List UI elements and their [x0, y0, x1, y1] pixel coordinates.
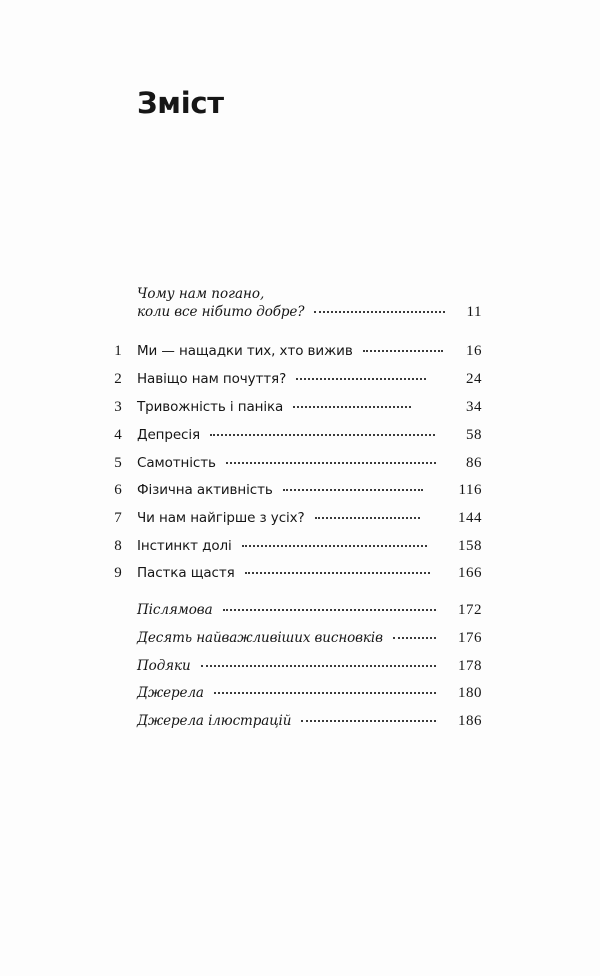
- dot-leader: [314, 310, 445, 313]
- toc-entry-illustration-sources: [0, 710, 600, 732]
- toc-page-number: 16: [466, 343, 482, 359]
- toc-page-number: 34: [466, 399, 482, 415]
- toc-entry-afterword: [0, 599, 600, 621]
- toc-entry-title: Навіщо нам почуття?: [137, 371, 287, 387]
- chapter-number: 6: [114, 482, 122, 498]
- toc-entry-title: Чи нам найгірше з усіх?: [137, 510, 305, 526]
- toc-entry-intro: [0, 301, 600, 323]
- chapter-number: 2: [114, 371, 122, 387]
- toc-page-number: 186: [458, 713, 482, 729]
- dot-leader: [293, 405, 411, 408]
- toc-page-number: 178: [458, 658, 482, 674]
- chapter-number: 8: [114, 538, 122, 554]
- toc-entry-title: Джерела ілюстрацій: [137, 713, 292, 729]
- toc-page-number: 158: [458, 538, 482, 554]
- toc-entry-title: Десять найважливіших висновків: [137, 630, 383, 646]
- dot-leader: [315, 516, 420, 519]
- toc-entry-title: Подяки: [137, 658, 191, 674]
- dot-leader: [393, 636, 436, 639]
- toc-entry-title: Пастка щастя: [137, 565, 235, 581]
- toc-page-number: 176: [458, 630, 482, 646]
- toc-page-number: 166: [458, 565, 482, 581]
- toc-entry-title: Післямова: [137, 602, 213, 618]
- dot-leader: [201, 664, 436, 667]
- toc-entry-chapter-4: [0, 424, 600, 446]
- toc-entry-chapter-8: [0, 535, 600, 557]
- toc-entry-conclusions: [0, 627, 600, 649]
- toc-entry-title: коли все нібито добре?: [137, 304, 305, 320]
- toc-page-number: 58: [466, 427, 482, 443]
- toc-entry-sources: [0, 682, 600, 704]
- toc-page-number: 11: [466, 304, 482, 320]
- toc-entry-title: Самотність: [137, 455, 216, 471]
- toc-entry-title: Тривожність і паніка: [137, 399, 284, 415]
- toc-page-number: 24: [466, 371, 482, 387]
- toc-entry-chapter-3: [0, 396, 600, 418]
- toc-page-number: 116: [458, 482, 482, 498]
- chapter-number: 1: [114, 343, 122, 359]
- toc-page-number: 144: [458, 510, 482, 526]
- dot-leader: [223, 608, 436, 611]
- toc-entry-chapter-9: [0, 562, 600, 584]
- toc-entry-title: Джерела: [137, 685, 204, 701]
- dot-leader: [214, 691, 436, 694]
- dot-leader: [242, 544, 427, 547]
- dot-leader: [210, 433, 435, 436]
- dot-leader: [283, 488, 423, 491]
- toc-entry-title: Фізична активність: [137, 482, 273, 498]
- toc-entry-title: Ми — нащадки тих, хто вижив: [137, 343, 353, 359]
- chapter-number: 9: [114, 565, 122, 581]
- toc-entry-chapter-6: [0, 479, 600, 501]
- dot-leader: [301, 719, 436, 722]
- toc-intro-line1: Чому нам погано,: [137, 286, 265, 302]
- toc-page-number: 172: [458, 602, 482, 618]
- toc-entry-title: Інстинкт долі: [137, 538, 232, 554]
- toc-entry-chapter-2: [0, 368, 600, 390]
- toc-page-number: 86: [466, 455, 482, 471]
- dot-leader: [226, 461, 436, 464]
- toc-entry-title: Депресія: [137, 427, 201, 443]
- toc-page-number: 180: [458, 685, 482, 701]
- toc-entry-chapter-5: [0, 452, 600, 474]
- dot-leader: [245, 571, 430, 574]
- dot-leader: [296, 377, 426, 380]
- chapter-number: 5: [114, 455, 122, 471]
- page-title: Зміст: [137, 86, 224, 120]
- chapter-number: 7: [114, 510, 122, 526]
- toc-entry-chapter-1: [0, 340, 600, 362]
- chapter-number: 3: [114, 399, 122, 415]
- toc-entry-chapter-7: [0, 507, 600, 529]
- dot-leader: [363, 349, 443, 352]
- toc-entry-acknowledgements: [0, 655, 600, 677]
- chapter-number: 4: [114, 427, 122, 443]
